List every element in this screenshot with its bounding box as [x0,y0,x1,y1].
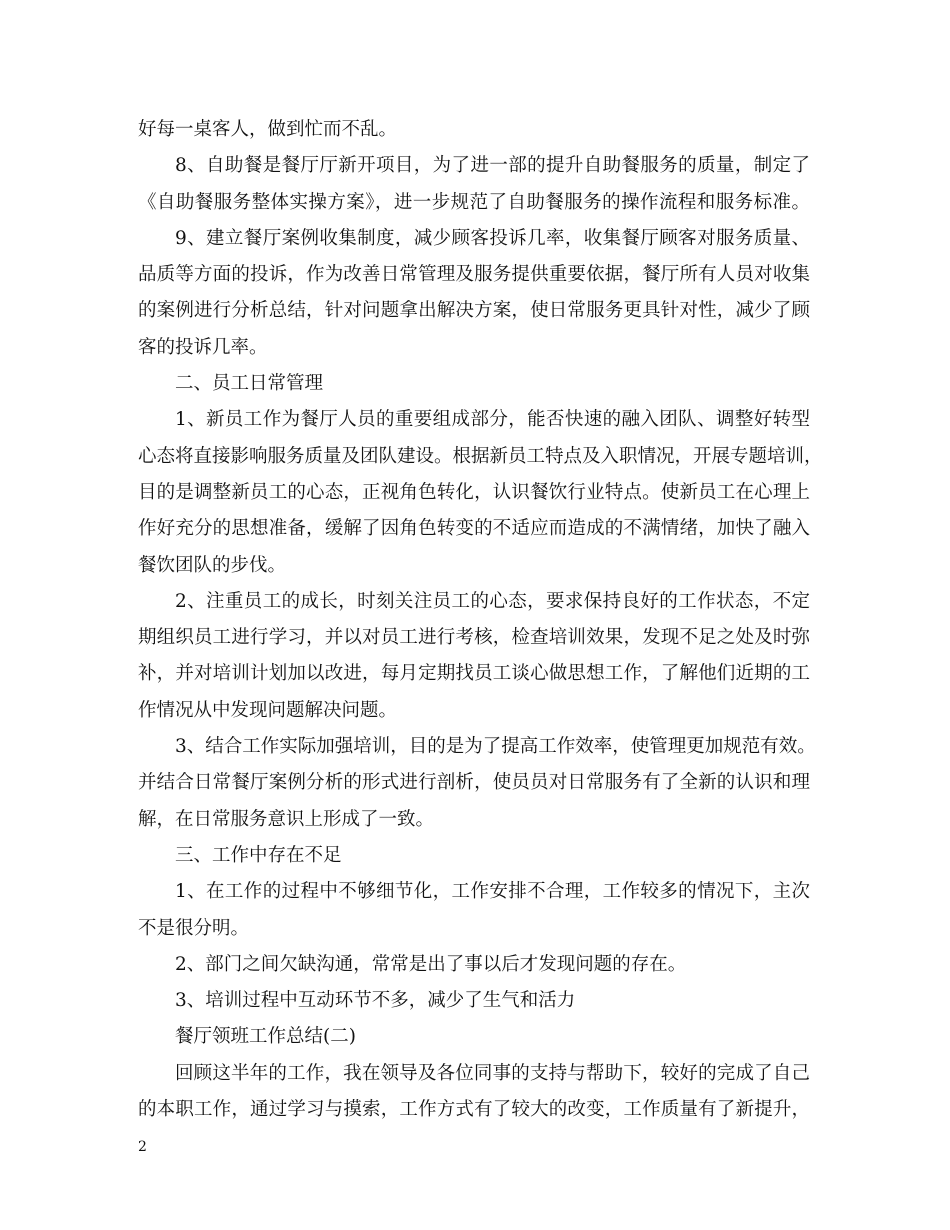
text-line: 客的投诉几率。 [138,336,268,358]
text-line: 期组织员工进行学习，并以对员工进行考核，检查培训效果，发现不足之处及时弥 [138,627,810,649]
text-line: 并结合日常餐厅案例分析的形式进行剖析，使员员对日常服务有了全新的认识和理 [138,772,810,794]
text-line: 的本职工作，通过学习与摸索，工作方式有了较大的改变，工作质量有了新提升， [138,1099,810,1121]
text-line: 1、新员工作为餐厅人员的重要组成部分，能否快速的融入团队、调整好转型 [175,409,810,431]
text-line: 回顾这半年的工作，我在领导及各位同事的支持与帮助下，较好的完成了自己 [175,1062,810,1084]
text-line: 目的是调整新员工的心态，正视角色转化，认识餐饮行业特点。使新员工在心理上 [138,481,810,503]
text-line: 的案例进行分析总结，针对问题拿出解决方案，使日常服务更具针对性，减少了顾 [138,300,810,322]
text-line: 餐饮团队的步伐。 [138,554,287,576]
document-body [138,112,823,1128]
text-line: 解，在日常服务意识上形成了一致。 [138,808,435,830]
text-line: 8、自助餐是餐厅厅新开项目，为了进一部的提升自助餐服务的质量，制定了 [175,155,810,177]
text-line: 心态将直接影响服务质量及团队建设。根据新员工特点及入职情况，开展专题培训， [138,445,823,467]
text-line: 不是很分明。 [138,917,250,939]
text-line: 作情况从中发现问题解决问题。 [138,699,398,721]
text-line: 1、在工作的过程中不够细节化，工作安排不合理，工作较多的情况下，主次 [175,881,810,903]
text-line: 《自助餐服务整体实操方案》，进一步规范了自助餐服务的操作流程和服务标准。 [138,191,810,213]
text-line: 餐厅领班工作总结(二) [175,1026,356,1048]
text-line: 2、注重员工的成长，时刻关注员工的心态，要求保持良好的工作状态，不定 [175,590,810,612]
text-line: 2、部门之间欠缺沟通，常常是出了事以后才发现问题的存在。 [175,953,687,975]
text-line: 补，并对培训计划加以改进，每月定期找员工谈心做思想工作，了解他们近期的工 [138,663,810,685]
text-line: 二、员工日常管理 [175,373,324,395]
text-line: 品质等方面的投诉，作为改善日常管理及服务提供重要依据，餐厅所有人员对收集 [138,264,810,286]
text-line: 好每一桌客人，做到忙而不乱。 [138,119,398,140]
text-line: 3、培训过程中互动环节不多，减少了生气和活力 [175,990,576,1012]
text-line: 作好充分的思想准备，缓解了因角色转变的不适应而造成的不满情绪，加快了融入 [138,518,810,540]
text-line: 三、工作中存在不足 [175,844,342,866]
page-number: 2 [138,1139,147,1155]
text-line: 9、建立餐厅案例收集制度，减少顾客投诉几率，收集餐厅顾客对服务质量、 [175,227,810,249]
text-line: 3、结合工作实际加强培训，目的是为了提高工作效率，使管理更加规范有效。 [175,736,816,758]
